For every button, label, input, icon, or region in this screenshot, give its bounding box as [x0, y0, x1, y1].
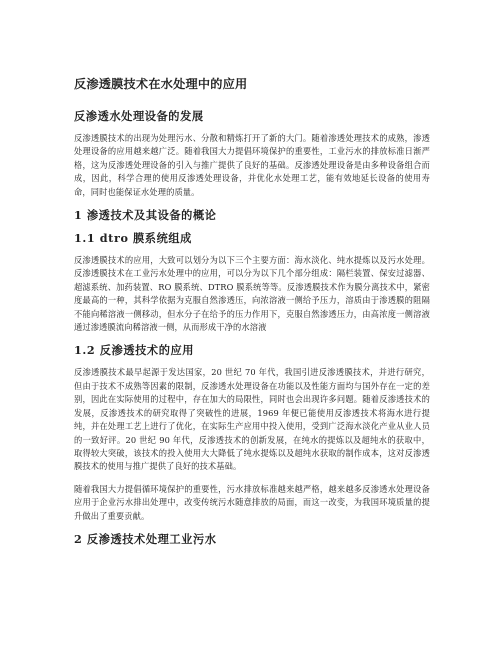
paragraph-application-environment: 随着我国大力提倡循环境保护的重要性，污水排放标准越来越严格，越来越多反渗透水处理设备应用于企业污水排出处理中，改变传统污水随意排放的局面，而这一改变，为我国环境质量的提升做出了重要贡献。 — [74, 483, 430, 521]
section-heading-application: 1.2 反渗透技术的应用 — [74, 343, 195, 358]
paragraph-dtro-system: 反渗透膜技术的应用，大致可以划分为以下三个主要方面：海水淡化、纯水提炼以及污水处理。反渗透膜技术在工业污水处理中的应用，可以分为以下几个部分组成：隔栏装置、保安过滤器、超滤系统、加药装置、RO 膜系统、DTRO 膜系统等等。反渗透膜技术作为膜分离技术中，紧密度最高的一种，其科学依据为克服自然渗透压，向浓溶液一侧给予压力，溶质由于渗透膜的阻隔不能向稀溶液一侧移动，但水分子在给予的压力作用下，克服自然渗透压力，由高浓度一侧溶液通过渗透膜流向稀溶液一侧，从而形成干净的水溶液 — [74, 255, 430, 333]
paragraph-development: 反渗透膜技术的出现为处理污水、分散和精炼打开了新的大门。随着渗透处理技术的成熟，渗透处理设备的应用越来越广泛。随着我国大力提倡环境保护的重要性，工业污水的排放标准日渐严格，这为反渗透处理设备的引入与推广提供了良好的基础。反渗透处理设备是由多种设备组合而成，因此，科学合理的使用反渗透处理设备，并优化水处理工艺，能有效地延长设备的使用寿命，同时也能保证水处理的质量。 — [74, 133, 430, 197]
section-heading-dtro-system: 1.1 dtro 膜系统组成 — [74, 231, 192, 246]
section-heading-overview: 1 渗透技术及其设备的概论 — [74, 208, 217, 223]
section-heading-industrial-wastewater: 2 反渗透技术处理工业污水 — [74, 531, 217, 546]
section-heading-development: 反渗透水处理设备的发展 — [74, 109, 204, 123]
paragraph-application-history: 反渗透膜技术最早起源于发达国家，20 世纪 70 年代，我国引进反渗透膜技术，并进行研究，但由于技术不成熟等因素的限制，反渗透水处理设备在功能以及性能方面均与国外存在一定的差别，因此在实际使用的过程中，存在加大的局限性，同时也会出现许多问题。随着反渗透技术的发展，反渗透技术的研究取得了突破性的进展，1969 年便已能使用反渗透技术将海水进行提纯，并在处理工艺上进行了优化，在实际生产应用中投入使用，受到广泛海水淡化产业从业人员的一致好评。20 世纪 90 年代，反渗透技术的创新发展，在纯水的提炼以及超纯水的获取中，取得较大突破，该技术的投入使用大大降低了纯水提炼以及超纯水获取的制作成本，这对反渗透膜技术的使用与推广提供了良好的技术基础。 — [74, 367, 430, 472]
document-title: 反渗透膜技术在水处理中的应用 — [74, 77, 248, 91]
